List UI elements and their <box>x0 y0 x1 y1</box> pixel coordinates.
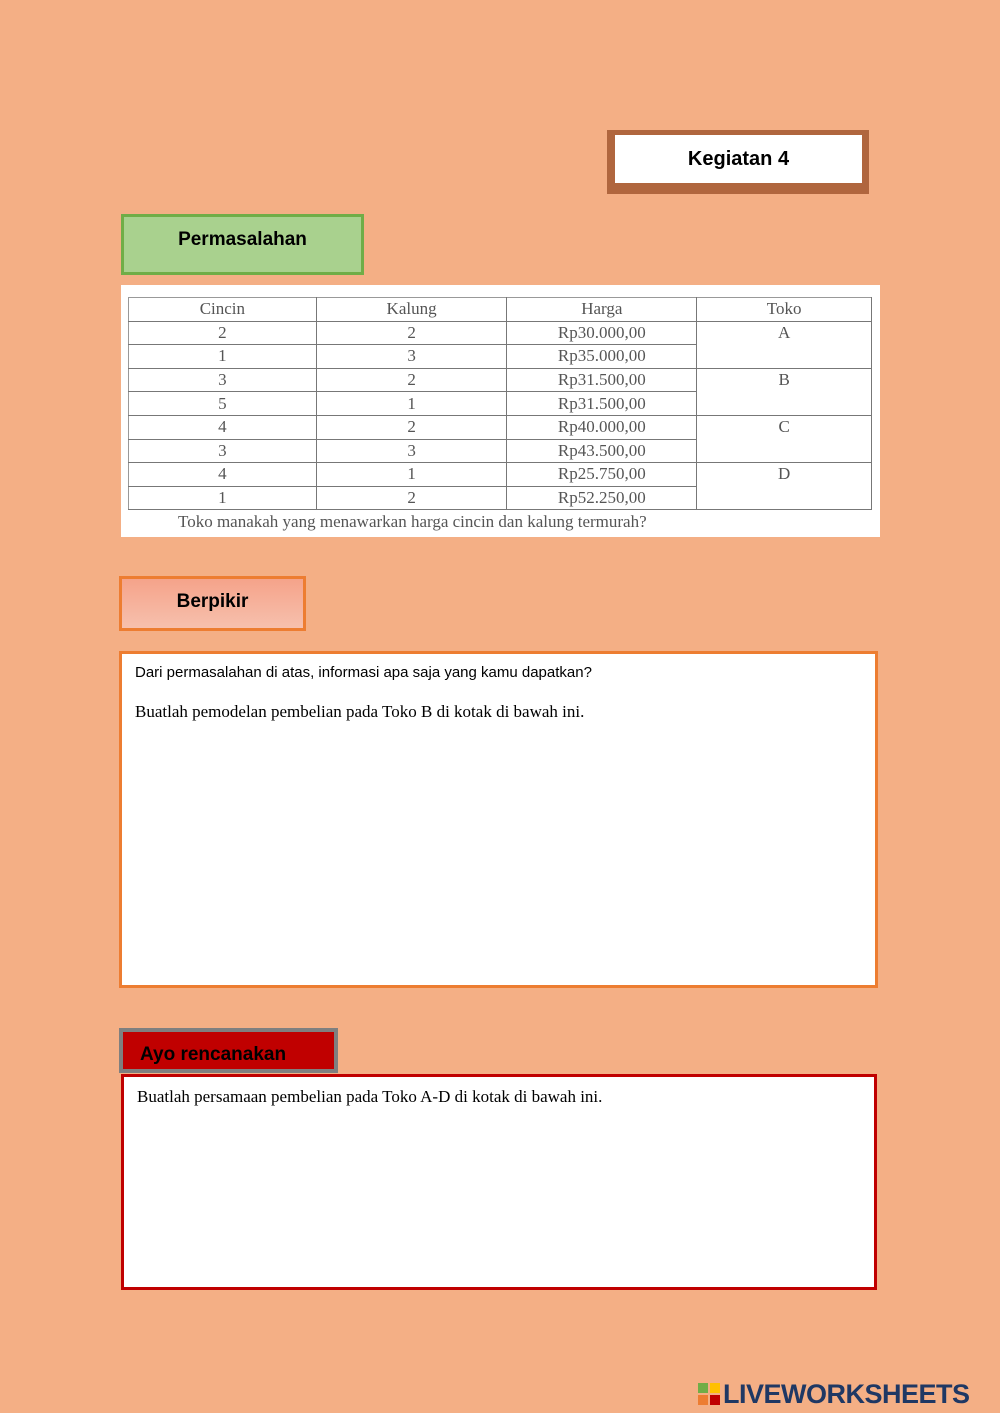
cell-kalung: 2 <box>316 486 507 510</box>
cell-harga: Rp31.500,00 <box>507 368 697 392</box>
cell-toko: D <box>697 463 872 510</box>
cell-harga: Rp31.500,00 <box>507 392 697 416</box>
cell-kalung: 3 <box>316 345 507 369</box>
cell-cincin: 1 <box>129 345 317 369</box>
cell-kalung: 1 <box>316 463 507 487</box>
liveworksheets-logo-icon <box>698 1383 720 1405</box>
table-row <box>129 321 872 345</box>
cell-toko: A <box>697 321 872 368</box>
cell-kalung: 2 <box>316 415 507 439</box>
table-row <box>129 368 872 392</box>
berpikir-question-1: Dari permasalahan di atas, informasi apa saja yang kamu dapatkan? <box>135 664 592 681</box>
cell-harga: Rp25.750,00 <box>507 463 697 487</box>
berpikir-answer-box[interactable] <box>119 651 878 988</box>
cell-toko: C <box>697 415 872 462</box>
table-row <box>129 463 872 487</box>
liveworksheets-logo <box>698 1378 998 1410</box>
table-row <box>129 415 872 439</box>
ayo-rencanakan-label: Ayo rencanakan <box>119 1028 338 1073</box>
cell-cincin: 3 <box>129 368 317 392</box>
berpikir-question-2: Buatlah pemodelan pembelian pada Toko B di kotak di bawah ini. <box>135 702 585 721</box>
cell-cincin: 2 <box>129 321 317 345</box>
kegiatan-title: Kegiatan 4 <box>615 135 862 183</box>
header-toko: Toko <box>697 298 872 322</box>
cell-cincin: 1 <box>129 486 317 510</box>
cell-kalung: 2 <box>316 321 507 345</box>
problem-question: Toko manakah yang menawarkan harga cincin dan kalung termurah? <box>178 512 647 531</box>
cell-kalung: 1 <box>316 392 507 416</box>
ayo-rencanakan-question: Buatlah persamaan pembelian pada Toko A-D di kotak di bawah ini. <box>137 1087 603 1106</box>
cell-harga: Rp52.250,00 <box>507 486 697 510</box>
cell-kalung: 2 <box>316 368 507 392</box>
ayo-rencanakan-answer-box[interactable] <box>121 1074 877 1290</box>
header-kalung: Kalung <box>316 298 507 322</box>
cell-kalung: 3 <box>316 439 507 463</box>
problem-table-image <box>121 285 880 537</box>
liveworksheets-logo-text: LIVEWORKSHEETS <box>723 1378 970 1409</box>
cell-cincin: 4 <box>129 463 317 487</box>
cell-harga: Rp35.000,00 <box>507 345 697 369</box>
cell-harga: Rp40.000,00 <box>507 415 697 439</box>
cell-harga: Rp30.000,00 <box>507 321 697 345</box>
kegiatan-badge <box>607 130 869 194</box>
price-table <box>128 297 872 510</box>
cell-cincin: 4 <box>129 415 317 439</box>
permasalahan-label: Permasalahan <box>121 214 364 275</box>
cell-harga: Rp43.500,00 <box>507 439 697 463</box>
header-cincin: Cincin <box>129 298 317 322</box>
table-header-row <box>129 298 872 322</box>
berpikir-label: Berpikir <box>119 576 306 631</box>
cell-cincin: 3 <box>129 439 317 463</box>
header-harga: Harga <box>507 298 697 322</box>
cell-cincin: 5 <box>129 392 317 416</box>
cell-toko: B <box>697 368 872 415</box>
